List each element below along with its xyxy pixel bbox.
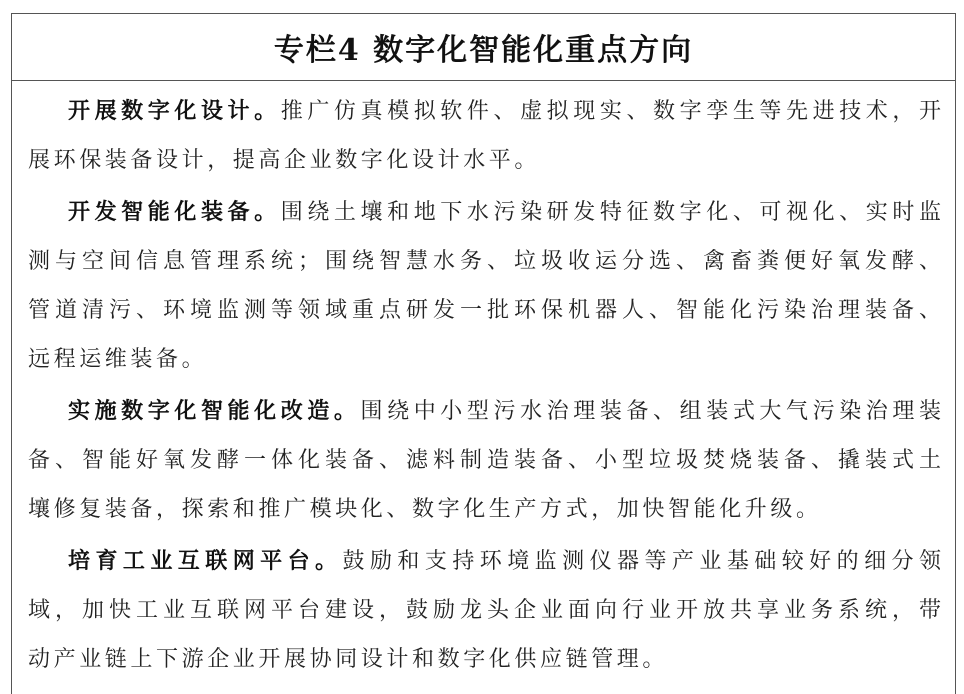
- text-line: 管道清污、环境监测等领域重点研发一批环保机器人、智能化污染治理装备、: [28, 298, 941, 323]
- text-line: 备、智能好氧发酵一体化装备、滤料制造装备、小型垃圾焚烧装备、撬装式土: [28, 448, 941, 473]
- text-line: [28, 188, 941, 237]
- paragraph-lead: 实施数字化智能化改造。: [68, 398, 361, 424]
- column-box: [11, 13, 956, 694]
- paragraph-transformation: [28, 387, 941, 534]
- column-body: [12, 81, 955, 684]
- paragraph-lead: 开发智能化装备。: [68, 199, 281, 225]
- line-text: 鼓励和支持环境监测仪器等产业基础较好的细分领: [342, 549, 941, 574]
- text-line: 测与空间信息管理系统；围绕智慧水务、垃圾收运分选、禽畜粪便好氧发酵、: [28, 249, 941, 274]
- line-text: 围绕土壤和地下水污染研发特征数字化、可视化、实时监: [280, 200, 941, 225]
- text-line: 动产业链上下游企业开展协同设计和数字化供应链管理。: [28, 647, 669, 672]
- text-line: [28, 87, 941, 136]
- paragraph-industrial-internet: [28, 537, 941, 684]
- paragraph-intelligent-equipment: [28, 188, 941, 384]
- paragraph-lead: 开展数字化设计。: [68, 98, 281, 124]
- text-line: [28, 387, 941, 436]
- paragraph-digital-design: [28, 87, 941, 185]
- text-line: 远程运维装备。: [28, 347, 208, 372]
- paragraph-lead: 培育工业互联网平台。: [68, 548, 343, 574]
- line-text: 推广仿真模拟软件、虚拟现实、数字孪生等先进技术，开: [280, 99, 941, 124]
- text-line: [28, 537, 941, 586]
- column-title: 专栏4 数字化智能化重点方向: [12, 14, 955, 81]
- text-line: 域，加快工业互联网平台建设，鼓励龙头企业面向行业开放共享业务系统，带: [28, 598, 941, 623]
- text-line: 壤修复装备，探索和推广模块化、数字化生产方式，加快智能化升级。: [28, 497, 822, 522]
- line-text: 围绕中小型污水治理装备、组装式大气污染治理装: [360, 399, 941, 424]
- text-line: 展环保装备设计，提高企业数字化设计水平。: [28, 148, 541, 173]
